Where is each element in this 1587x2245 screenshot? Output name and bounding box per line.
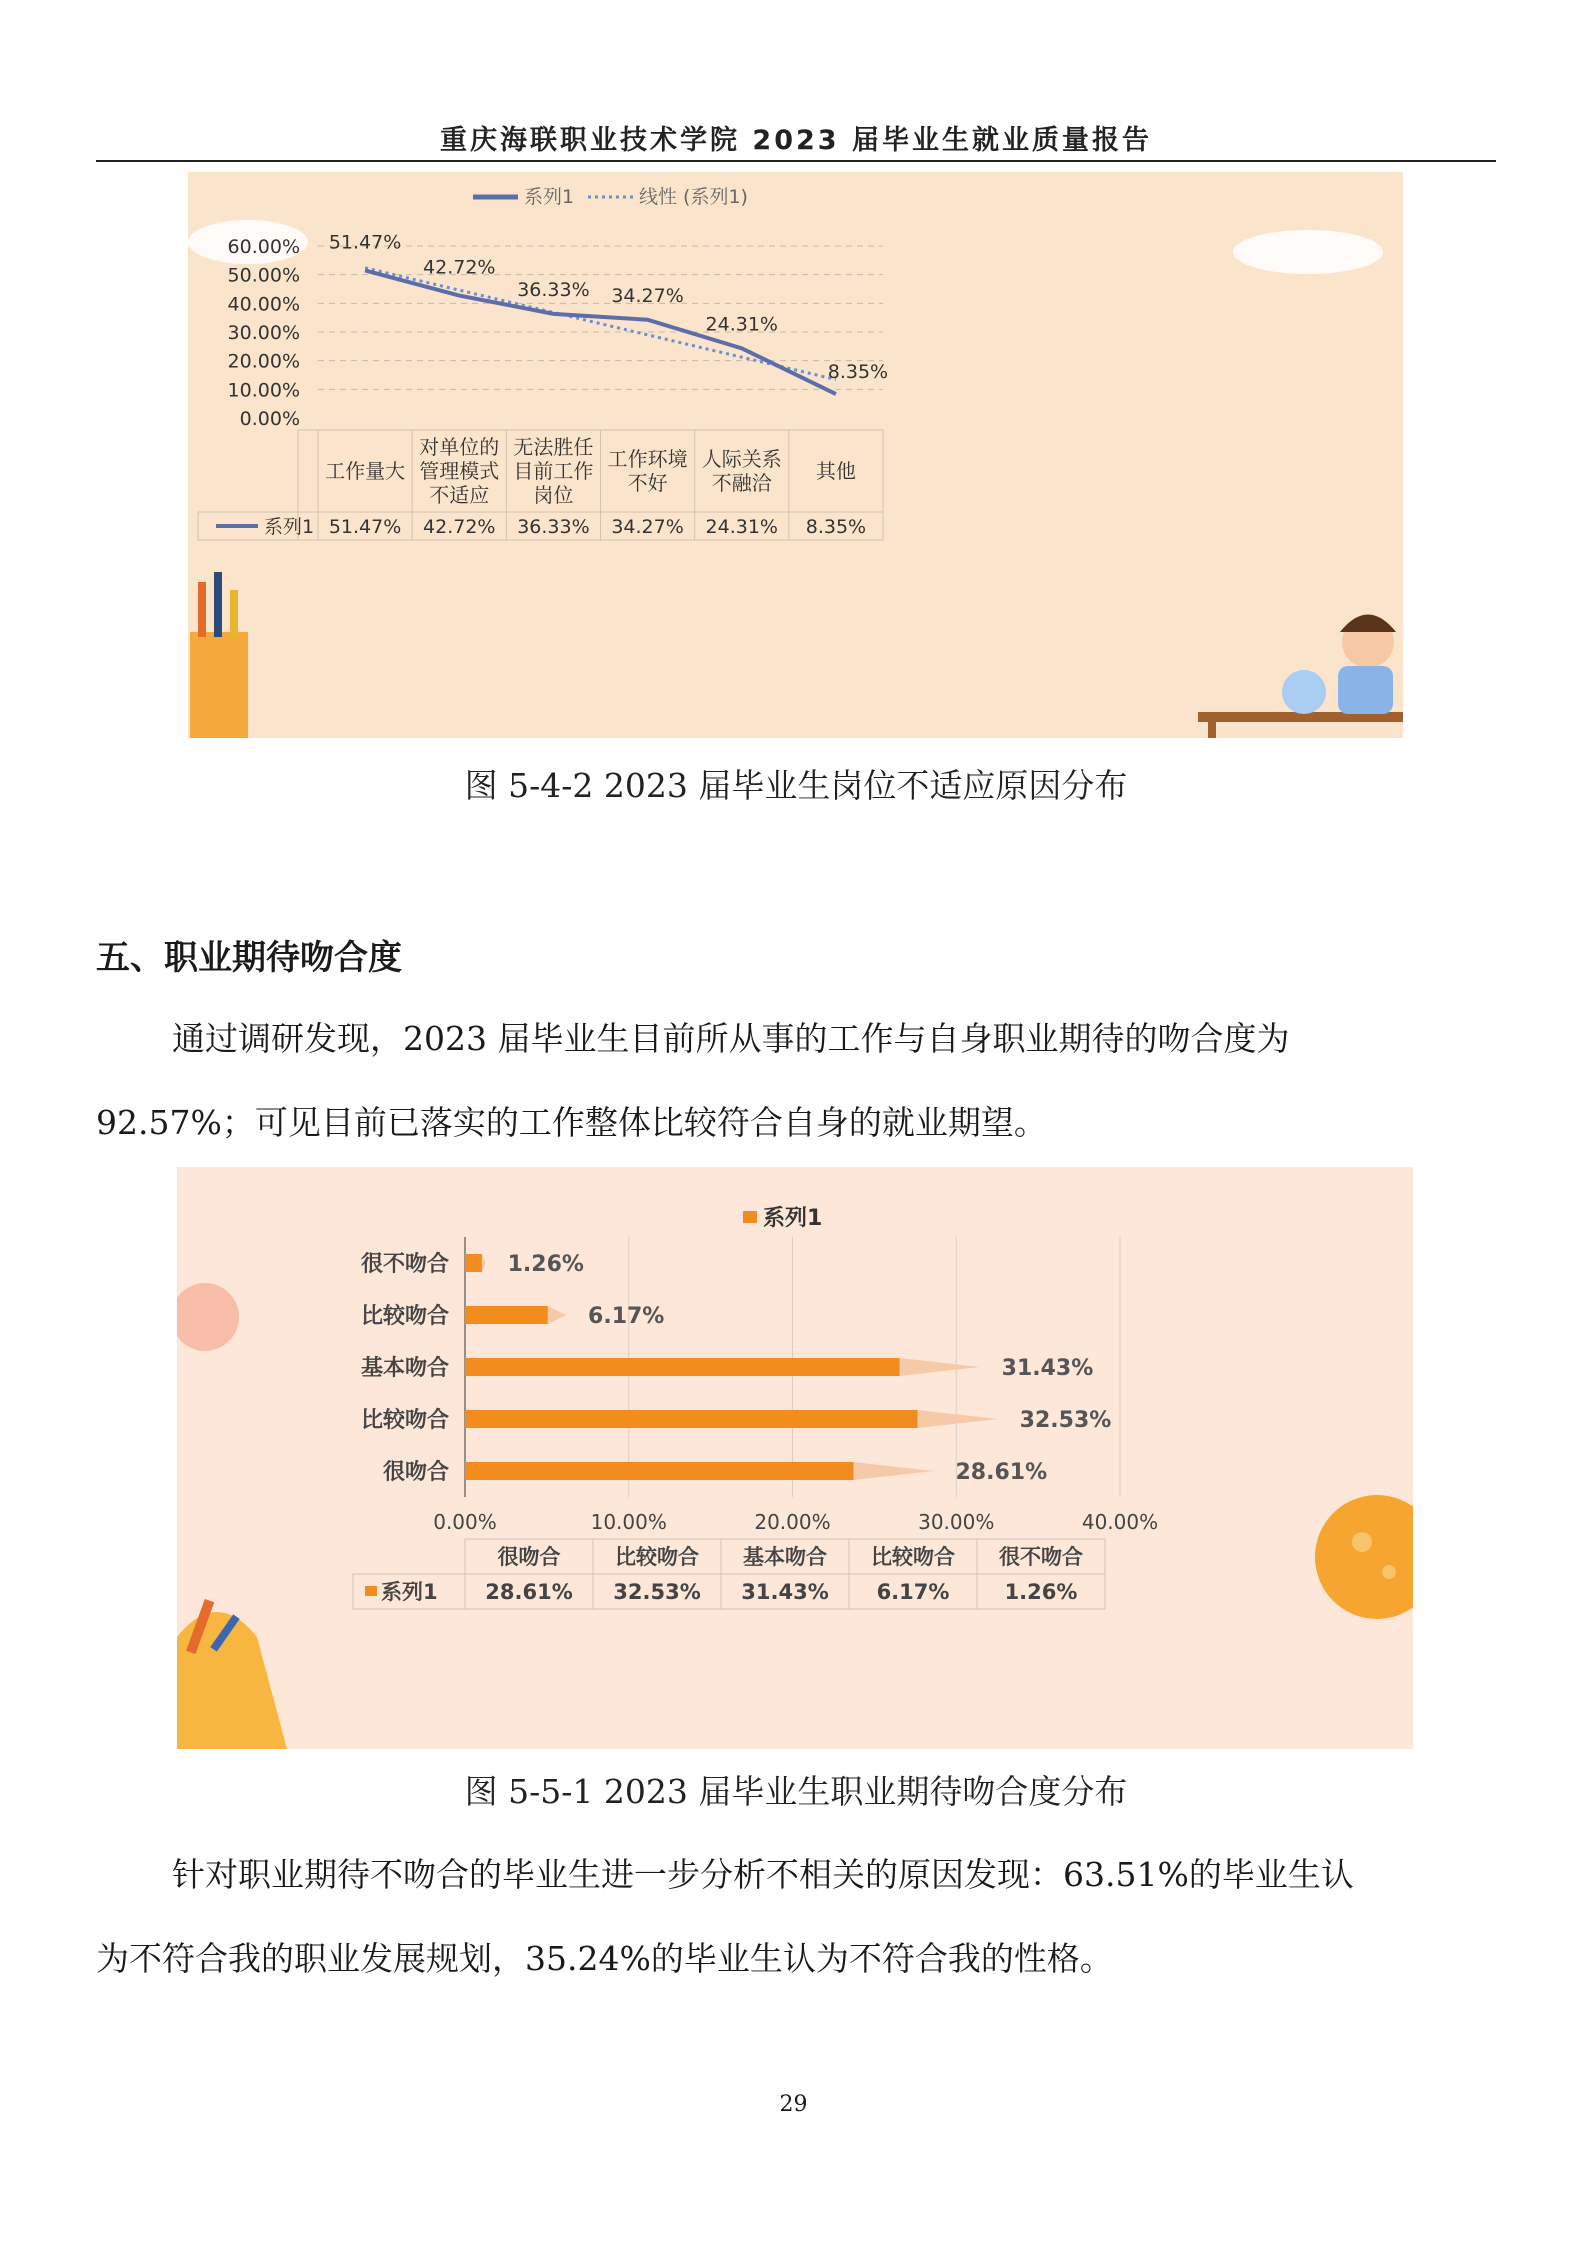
- bar: [465, 1410, 918, 1428]
- bars: [465, 1254, 998, 1480]
- category-label: 基本吻合: [360, 1356, 449, 1381]
- section-heading: 五、职业期待吻合度: [96, 938, 402, 978]
- y-tick-label: 30.00%: [227, 322, 300, 344]
- table-value-cell: 6.17%: [876, 1580, 950, 1604]
- legend-trend-label: 线性 (系列1): [639, 186, 748, 208]
- data-label: 32.53%: [1019, 1408, 1112, 1433]
- table-header-cell: 很不吻合: [999, 1545, 1083, 1569]
- table-value-cell: 24.31%: [705, 516, 778, 538]
- category-label: 不适应: [429, 483, 490, 507]
- line-chart-figure: [188, 172, 1403, 738]
- bar-pencil-tip: [853, 1462, 933, 1480]
- x-tick-label: 30.00%: [918, 1510, 995, 1534]
- table-header-cell: 比较吻合: [871, 1545, 955, 1569]
- bar: [465, 1254, 482, 1272]
- table-row-label: 系列1: [381, 1580, 438, 1604]
- table-series-swatch: [365, 1586, 377, 1596]
- data-label: 1.26%: [507, 1252, 584, 1277]
- category-label: 工作环境: [607, 447, 688, 471]
- table-header-cell: 基本吻合: [743, 1545, 827, 1569]
- data-label: 31.43%: [1001, 1356, 1094, 1381]
- category-label: 无法胜任: [513, 435, 594, 459]
- y-tick-label: 40.00%: [227, 293, 300, 316]
- category-label: 管理模式: [419, 459, 500, 483]
- paragraph-1-line-2: 92.57%；可见目前已落实的工作整体比较符合自身的就业期望。: [96, 1103, 1047, 1142]
- page-header: 重庆海联职业技术学院 2023 届毕业生就业质量报告: [440, 125, 1152, 156]
- bar-chart: [177, 1167, 1413, 1749]
- category-label: 很吻合: [382, 1460, 449, 1485]
- category-label: 目前工作: [513, 459, 594, 483]
- paragraph-2: [96, 1833, 1496, 2001]
- category-label: 不好: [627, 471, 668, 495]
- category-label: 工作量大: [325, 459, 406, 483]
- y-tick-label: 50.00%: [227, 264, 300, 287]
- category-label: 其他: [815, 459, 856, 483]
- x-tick-label: 20.00%: [754, 1510, 831, 1534]
- data-label: 24.31%: [705, 313, 778, 336]
- y-tick-label: 0.00%: [239, 408, 300, 430]
- bar-pencil-tip: [548, 1306, 566, 1324]
- data-label: 8.35%: [827, 361, 889, 384]
- x-tick-label: 40.00%: [1081, 1510, 1159, 1534]
- bar: [465, 1462, 853, 1480]
- line-chart: [188, 172, 1403, 738]
- category-label: 人际关系: [701, 447, 782, 471]
- cloud-decoration: [1233, 230, 1383, 274]
- figure1-caption: 图 5-4-2 2023 届毕业生岗位不适应原因分布: [464, 766, 1128, 805]
- table-header-cell: 很吻合: [497, 1545, 561, 1569]
- category-label: 不融洽: [711, 471, 772, 495]
- table-value-cell: 31.43%: [741, 1580, 829, 1604]
- y-axis-ticks: [228, 236, 300, 430]
- paragraph-1: [96, 997, 1496, 1165]
- data-label: 34.27%: [611, 284, 684, 307]
- legend-swatch: [743, 1211, 757, 1223]
- table-row-label: 系列1: [264, 516, 315, 538]
- bar: [465, 1306, 548, 1324]
- bar-chart-figure: [177, 1167, 1413, 1749]
- data-label: 28.61%: [955, 1460, 1048, 1485]
- category-label: 比较吻合: [360, 1304, 449, 1329]
- x-axis-ticks: [433, 1510, 1158, 1534]
- legend-series-label: 系列1: [524, 186, 575, 208]
- data-label: 42.72%: [423, 256, 496, 279]
- bar-pencil-tip: [482, 1254, 486, 1272]
- table-value-cell: 1.26%: [1004, 1580, 1078, 1604]
- figure2-caption: 图 5-5-1 2023 届毕业生职业期待吻合度分布: [464, 1772, 1128, 1811]
- data-label: 6.17%: [588, 1304, 665, 1329]
- table-value-cell: 34.27%: [611, 516, 684, 538]
- x-tick-label: 0.00%: [433, 1510, 497, 1534]
- table-value-cell: 32.53%: [613, 1580, 701, 1604]
- backpack-icon: [177, 1599, 287, 1749]
- x-tick-label: 10.00%: [590, 1510, 667, 1534]
- table-value-cell: 36.33%: [517, 516, 590, 538]
- bar-pencil-tip: [918, 1410, 998, 1428]
- data-table: [353, 1539, 1105, 1609]
- category-label: 比较吻合: [360, 1408, 449, 1433]
- data-label: 51.47%: [328, 231, 402, 254]
- category-label: 很不吻合: [360, 1252, 449, 1277]
- header-rule: [96, 160, 1496, 162]
- page-number: 29: [779, 2092, 808, 2117]
- pencil-cup-icon: [190, 572, 248, 738]
- chart-legend: [473, 186, 748, 208]
- paragraph-2-line-2: 为不符合我的职业发展规划，35.24%的毕业生认为不符合我的性格。: [96, 1939, 1113, 1978]
- chart-legend: [743, 1205, 822, 1231]
- student-at-desk-icon: [1198, 615, 1403, 739]
- y-axis-categories: [361, 1251, 449, 1485]
- table-value-cell: 8.35%: [805, 516, 867, 538]
- paragraph-2-line-1: 针对职业期待不吻合的毕业生进一步分析不相关的原因发现：63.51%的毕业生认: [172, 1855, 1354, 1894]
- bar-pencil-tip: [900, 1358, 980, 1376]
- y-tick-label: 10.00%: [227, 379, 300, 402]
- data-table: [198, 430, 883, 540]
- data-label: 36.33%: [517, 278, 590, 301]
- table-value-cell: 51.47%: [328, 516, 402, 538]
- legend-label: 系列1: [763, 1206, 823, 1231]
- table-value-cell: 28.61%: [485, 1580, 573, 1604]
- y-tick-label: 60.00%: [227, 236, 300, 258]
- category-label: 岗位: [533, 483, 574, 507]
- table-header-cell: 比较吻合: [615, 1545, 699, 1569]
- table-value-cell: 42.72%: [423, 516, 496, 538]
- category-label: 对单位的: [419, 435, 500, 459]
- bar: [465, 1358, 900, 1376]
- y-tick-label: 20.00%: [227, 350, 300, 373]
- paragraph-1-line-1: 通过调研发现，2023 届毕业生目前所从事的工作与自身职业期待的吻合度为: [172, 1019, 1290, 1058]
